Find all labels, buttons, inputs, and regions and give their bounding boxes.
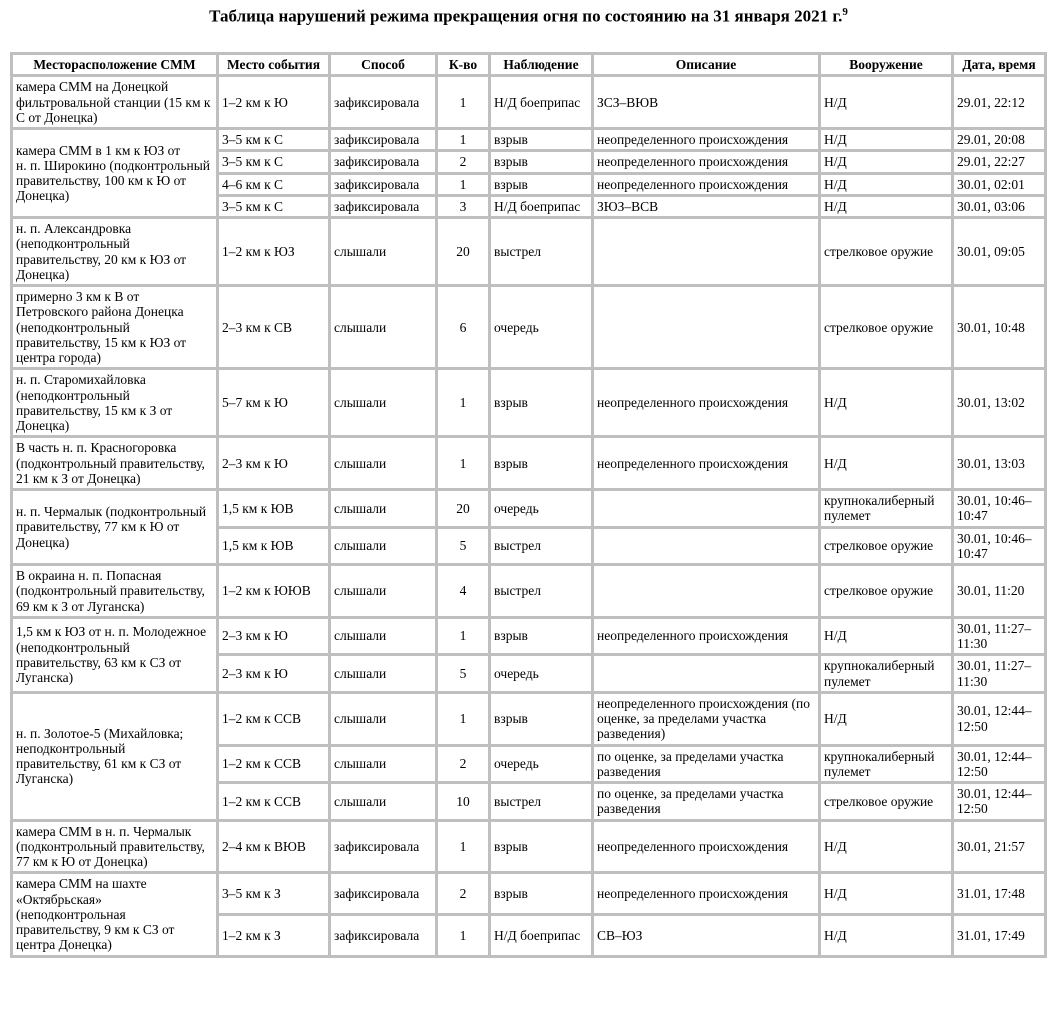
table-row (13, 219, 1044, 284)
count-cell: 1 (438, 619, 488, 654)
count-cell: 1 (438, 370, 488, 435)
observation-cell: выстрел (491, 566, 591, 616)
method-cell: слышали (331, 619, 435, 654)
header-weapon: Вооружение (821, 55, 951, 74)
method-cell: зафиксировала (331, 916, 435, 955)
description-cell: неопределенного происхождения (594, 152, 818, 171)
datetime-cell: 29.01, 20:08 (954, 130, 1044, 149)
method-cell: зафиксировала (331, 152, 435, 171)
method-cell: слышали (331, 219, 435, 284)
description-cell: СВ–ЮЗ (594, 916, 818, 955)
count-cell: 10 (438, 784, 488, 819)
observation-cell: взрыв (491, 874, 591, 913)
description-cell: неопределенного происхождения (594, 370, 818, 435)
table-row (13, 619, 1044, 654)
description-cell (594, 219, 818, 284)
datetime-cell: 30.01, 12:44–12:50 (954, 694, 1044, 744)
count-cell: 1 (438, 694, 488, 744)
observation-cell: Н/Д боеприпас (491, 916, 591, 955)
place-cell: 2–3 км к Ю (219, 619, 328, 654)
header-datetime: Дата, время (954, 55, 1044, 74)
place-cell: 1–2 км к ЮЗ (219, 219, 328, 284)
location-cell: камера СММ в 1 км к ЮЗ от н. п. Широкино (подконтрольный правительству, 100 км к Ю от Донецка) (13, 130, 216, 216)
place-cell: 3–5 км к С (219, 130, 328, 149)
weapon-cell: стрелковое оружие (821, 287, 951, 367)
description-cell (594, 566, 818, 616)
datetime-cell: 29.01, 22:12 (954, 77, 1044, 127)
count-cell: 1 (438, 916, 488, 955)
datetime-cell: 30.01, 21:57 (954, 822, 1044, 872)
weapon-cell: крупнокалиберный пулемет (821, 747, 951, 782)
datetime-cell: 31.01, 17:48 (954, 874, 1044, 913)
datetime-cell: 30.01, 13:03 (954, 438, 1044, 488)
count-cell: 1 (438, 438, 488, 488)
table-row (13, 822, 1044, 872)
place-cell: 2–4 км к ВЮВ (219, 822, 328, 872)
observation-cell: очередь (491, 491, 591, 526)
location-cell: н. п. Александровка (неподконтрольный правительству, 20 км к ЮЗ от Донецка) (13, 219, 216, 284)
datetime-cell: 30.01, 13:02 (954, 370, 1044, 435)
place-cell: 3–5 км к З (219, 874, 328, 913)
place-cell: 1–2 км к ЮЮВ (219, 566, 328, 616)
observation-cell: выстрел (491, 219, 591, 284)
method-cell: слышали (331, 784, 435, 819)
observation-cell: очередь (491, 747, 591, 782)
weapon-cell: Н/Д (821, 694, 951, 744)
observation-cell: Н/Д боеприпас (491, 77, 591, 127)
weapon-cell: Н/Д (821, 822, 951, 872)
observation-cell: очередь (491, 656, 591, 691)
place-cell: 1–2 км к З (219, 916, 328, 955)
weapon-cell: Н/Д (821, 874, 951, 913)
datetime-cell: 30.01, 10:46–10:47 (954, 491, 1044, 526)
weapon-cell: стрелковое оружие (821, 784, 951, 819)
place-cell: 5–7 км к Ю (219, 370, 328, 435)
place-cell: 3–5 км к С (219, 152, 328, 171)
place-cell: 2–3 км к СВ (219, 287, 328, 367)
table-row (13, 370, 1044, 435)
location-cell: камера СММ на Донецкой фильтровальной станции (15 км к С от Донецка) (13, 77, 216, 127)
place-cell: 3–5 км к С (219, 197, 328, 216)
header-count: К-во (438, 55, 488, 74)
place-cell: 1,5 км к ЮВ (219, 529, 328, 564)
page-title (0, 0, 1057, 27)
method-cell: слышали (331, 566, 435, 616)
location-cell: В часть н. п. Красногоровка (подконтрольный правительству, 21 км к З от Донецка) (13, 438, 216, 488)
method-cell: слышали (331, 529, 435, 564)
table-row (13, 566, 1044, 616)
method-cell: слышали (331, 747, 435, 782)
weapon-cell: Н/Д (821, 370, 951, 435)
description-cell: неопределенного происхождения (по оценке, за пределами участка разведения) (594, 694, 818, 744)
method-cell: слышали (331, 656, 435, 691)
method-cell: слышали (331, 438, 435, 488)
observation-cell: выстрел (491, 529, 591, 564)
method-cell: зафиксировала (331, 197, 435, 216)
weapon-cell: крупнокалиберный пулемет (821, 491, 951, 526)
table-row (13, 77, 1044, 127)
method-cell: слышали (331, 694, 435, 744)
table-row (13, 130, 1044, 149)
observation-cell: Н/Д боеприпас (491, 197, 591, 216)
location-cell: н. п. Чермалык (подконтрольный правительству, 77 км к Ю от Донецка) (13, 491, 216, 563)
location-cell: 1,5 км к ЮЗ от н. п. Молодежное (неподконтрольный правительству, 63 км к СЗ от Луганска) (13, 619, 216, 691)
weapon-cell: Н/Д (821, 916, 951, 955)
location-cell: камера СММ на шахте «Октябрьская» (неподконтрольная правительству, 9 км к СЗ от центра Донецка) (13, 874, 216, 954)
header-observation: Наблюдение (491, 55, 591, 74)
method-cell: слышали (331, 287, 435, 367)
description-cell: неопределенного происхождения (594, 175, 818, 194)
table-row (13, 438, 1044, 488)
description-cell: по оценке, за пределами участка разведения (594, 747, 818, 782)
method-cell: зафиксировала (331, 77, 435, 127)
weapon-cell: Н/Д (821, 438, 951, 488)
datetime-cell: 30.01, 10:48 (954, 287, 1044, 367)
weapon-cell: Н/Д (821, 130, 951, 149)
count-cell: 6 (438, 287, 488, 367)
location-cell: примерно 3 км к В от Петровского района Донецка (неподконтрольный правительству, 15 км к ЮЗ от центра города) (13, 287, 216, 367)
weapon-cell: Н/Д (821, 175, 951, 194)
count-cell: 4 (438, 566, 488, 616)
description-cell (594, 656, 818, 691)
observation-cell: взрыв (491, 822, 591, 872)
method-cell: слышали (331, 491, 435, 526)
count-cell: 2 (438, 747, 488, 782)
violations-table (10, 52, 1047, 958)
footnote-ref: 9 (842, 6, 848, 18)
count-cell: 1 (438, 175, 488, 194)
count-cell: 5 (438, 529, 488, 564)
weapon-cell: стрелковое оружие (821, 529, 951, 564)
table-row (13, 874, 1044, 913)
observation-cell: взрыв (491, 370, 591, 435)
method-cell: зафиксировала (331, 822, 435, 872)
datetime-cell: 30.01, 09:05 (954, 219, 1044, 284)
header-row (13, 55, 1044, 74)
description-cell: неопределенного происхождения (594, 130, 818, 149)
datetime-cell: 29.01, 22:27 (954, 152, 1044, 171)
description-cell: неопределенного происхождения (594, 822, 818, 872)
description-cell: неопределенного происхождения (594, 874, 818, 913)
place-cell: 4–6 км к С (219, 175, 328, 194)
weapon-cell: Н/Д (821, 77, 951, 127)
place-cell: 1–2 км к ССВ (219, 784, 328, 819)
count-cell: 2 (438, 152, 488, 171)
header-method: Способ (331, 55, 435, 74)
description-cell (594, 287, 818, 367)
observation-cell: взрыв (491, 438, 591, 488)
header-description: Описание (594, 55, 818, 74)
observation-cell: взрыв (491, 694, 591, 744)
observation-cell: взрыв (491, 619, 591, 654)
datetime-cell: 30.01, 10:46–10:47 (954, 529, 1044, 564)
description-cell: по оценке, за пределами участка разведения (594, 784, 818, 819)
count-cell: 1 (438, 130, 488, 149)
weapon-cell: крупнокалиберный пулемет (821, 656, 951, 691)
count-cell: 1 (438, 77, 488, 127)
description-cell: неопределенного происхождения (594, 619, 818, 654)
place-cell: 1–2 км к ССВ (219, 747, 328, 782)
count-cell: 3 (438, 197, 488, 216)
datetime-cell: 30.01, 02:01 (954, 175, 1044, 194)
place-cell: 1,5 км к ЮВ (219, 491, 328, 526)
datetime-cell: 30.01, 12:44–12:50 (954, 784, 1044, 819)
description-cell (594, 529, 818, 564)
location-cell: н. п. Золотое-5 (Михайловка; неподконтрольный правительству, 61 км к СЗ от Луганска) (13, 694, 216, 819)
count-cell: 20 (438, 491, 488, 526)
observation-cell: взрыв (491, 152, 591, 171)
datetime-cell: 30.01, 11:27–11:30 (954, 656, 1044, 691)
count-cell: 1 (438, 822, 488, 872)
datetime-cell: 30.01, 03:06 (954, 197, 1044, 216)
method-cell: зафиксировала (331, 874, 435, 913)
weapon-cell: Н/Д (821, 152, 951, 171)
description-cell: неопределенного происхождения (594, 438, 818, 488)
table-row (13, 491, 1044, 526)
place-cell: 1–2 км к Ю (219, 77, 328, 127)
location-cell: В окраина н. п. Попасная (подконтрольный правительству, 69 км к З от Луганска) (13, 566, 216, 616)
count-cell: 2 (438, 874, 488, 913)
datetime-cell: 30.01, 11:27–11:30 (954, 619, 1044, 654)
count-cell: 20 (438, 219, 488, 284)
observation-cell: взрыв (491, 175, 591, 194)
place-cell: 1–2 км к ССВ (219, 694, 328, 744)
description-cell: ЗСЗ–ВЮВ (594, 77, 818, 127)
count-cell: 5 (438, 656, 488, 691)
description-cell (594, 491, 818, 526)
datetime-cell: 30.01, 12:44–12:50 (954, 747, 1044, 782)
table-row (13, 694, 1044, 744)
method-cell: слышали (331, 370, 435, 435)
weapon-cell: Н/Д (821, 619, 951, 654)
place-cell: 2–3 км к Ю (219, 656, 328, 691)
method-cell: зафиксировала (331, 175, 435, 194)
datetime-cell: 30.01, 11:20 (954, 566, 1044, 616)
weapon-cell: Н/Д (821, 197, 951, 216)
header-location: Месторасположение СММ (13, 55, 216, 74)
location-cell: камера СММ в н. п. Чермалык (подконтрольный правительству, 77 км к Ю от Донецка) (13, 822, 216, 872)
table-row (13, 287, 1044, 367)
datetime-cell: 31.01, 17:49 (954, 916, 1044, 955)
observation-cell: выстрел (491, 784, 591, 819)
observation-cell: очередь (491, 287, 591, 367)
method-cell: зафиксировала (331, 130, 435, 149)
location-cell: н. п. Старомихайловка (неподконтрольный правительству, 15 км к З от Донецка) (13, 370, 216, 435)
title-text: Таблица нарушений режима прекращения огня по состоянию на 31 января 2021 г. (209, 6, 843, 26)
description-cell: ЗЮЗ–ВСВ (594, 197, 818, 216)
header-place: Место события (219, 55, 328, 74)
place-cell: 2–3 км к Ю (219, 438, 328, 488)
weapon-cell: стрелковое оружие (821, 566, 951, 616)
observation-cell: взрыв (491, 130, 591, 149)
weapon-cell: стрелковое оружие (821, 219, 951, 284)
